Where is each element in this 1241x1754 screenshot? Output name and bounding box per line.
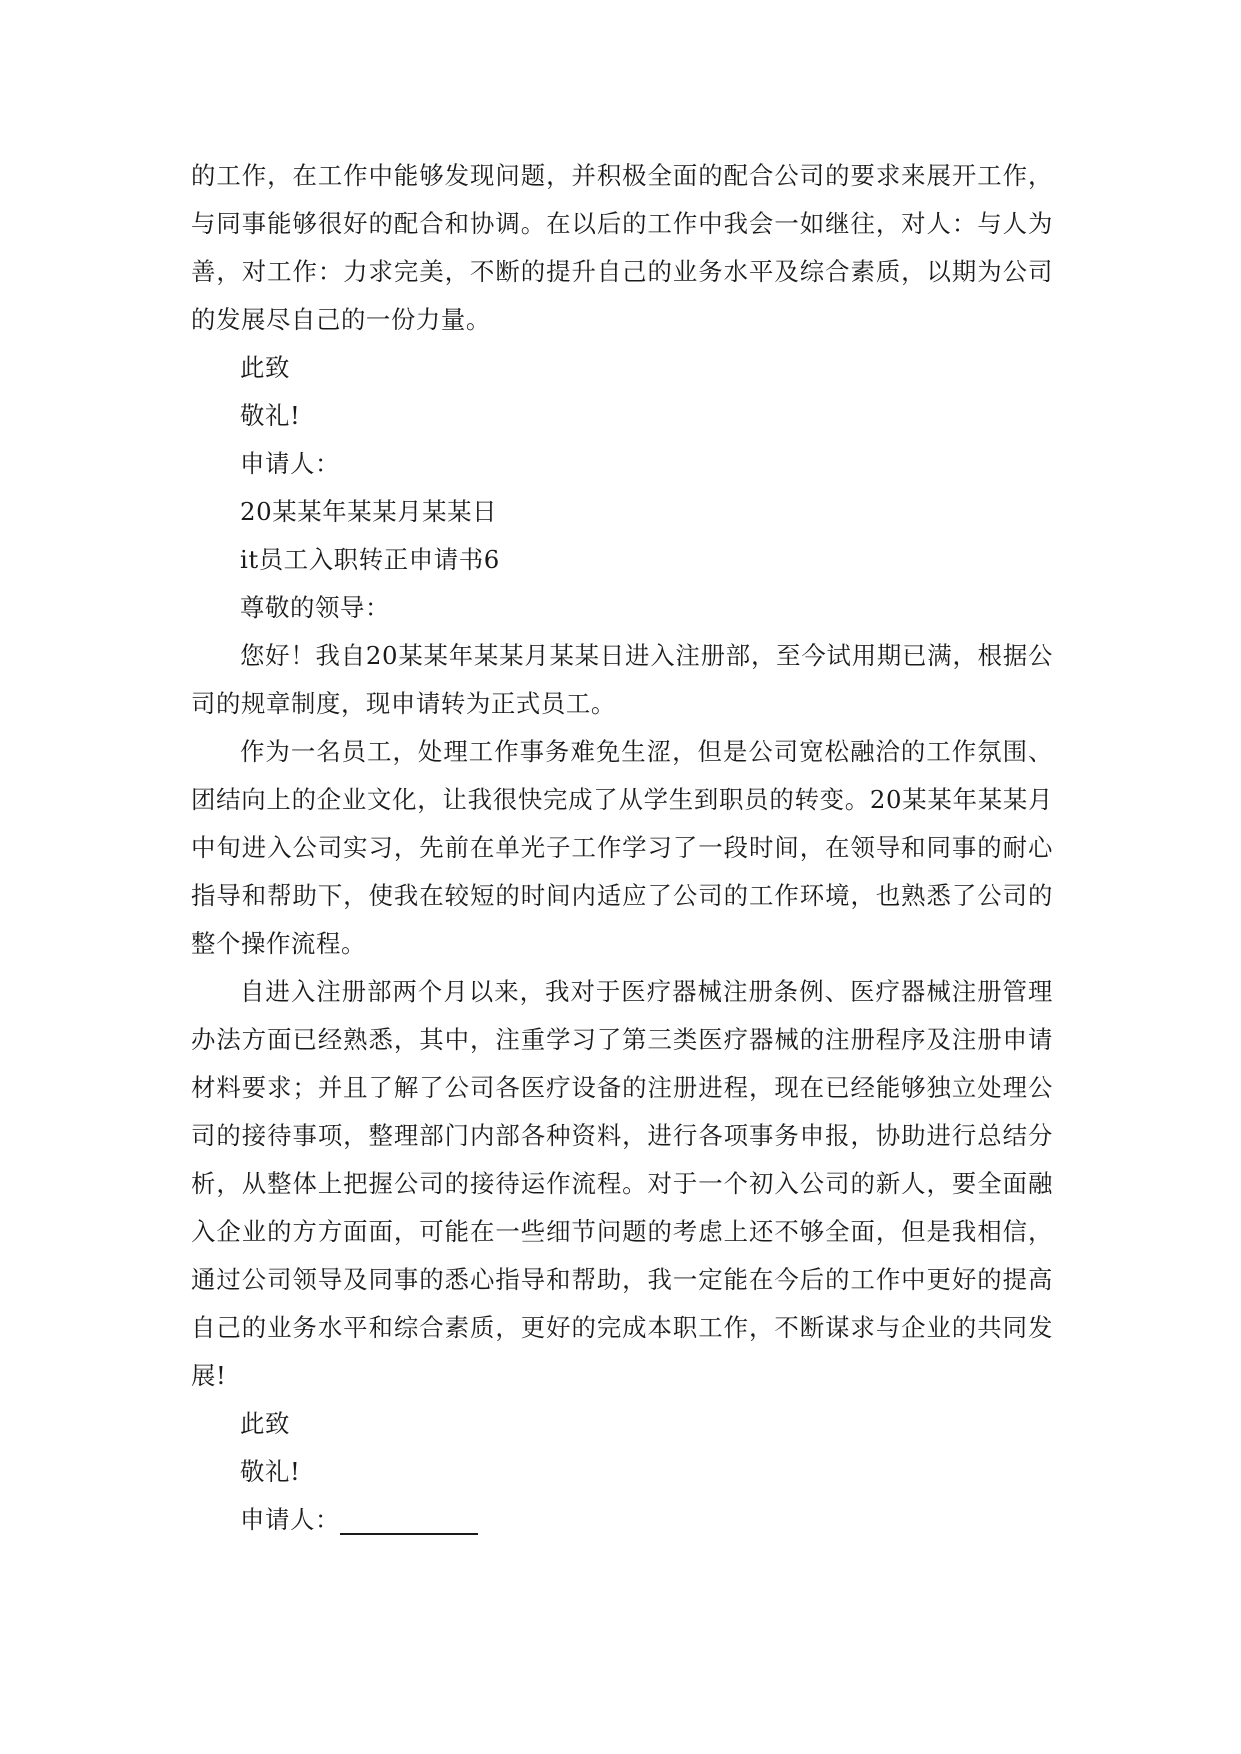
closing-salutation: 此致 [240,1409,290,1438]
greeting: 尊敬的领导： [240,593,390,622]
body-paragraph: 作为一名员工，处理工作事务难免生涩，但是公司宽松融洽的工作氛围、团结向上的企业文化，让我很快完成了从学生到职员的转变。20某某年某某月中旬进入公司实习，先前在单光子工作学习了一段时间，在领导和同事的耐心指导和帮助下，使我在较短的时间内适应了公司的工作环境，也熟悉了公司的整个操作流程。 [191,737,1053,958]
body-paragraph: 自进入注册部两个月以来，我对于医疗器械注册条例、医疗器械注册管理办法方面已经熟悉，其中，注重学习了第三类医疗器械的注册程序及注册申请材料要求；并且了解了公司各医疗设备的注册进程，现在已经能够独立处理公司的接待事项，整理部门内部各种资料，进行各项事务申报，协助进行总结分析，从整体上把握公司的接待运作流程。对于一个初入公司的新人，要全面融入企业的方方面面，可能在一些细节问题的考虑上还不够全面，但是我相信，通过公司领导及同事的悉心指导和帮助，我一定能在今后的工作中更好的提高自己的业务水平和综合素质，更好的完成本职工作，不断谋求与企业的共同发展! [191,977,1053,1390]
signature-line [191,1496,1053,1544]
applicant-label: 申请人： [240,449,340,478]
closing-respects: 敬礼! [240,401,301,430]
body-paragraph: 您好！我自20某某年某某月某某日进入注册部，至今试用期已满，根据公司的规章制度，现申请转为正式员工。 [191,641,1053,718]
closing-respects: 敬礼! [240,1457,301,1486]
body-paragraph: 的工作，在工作中能够发现问题，并积极全面的配合公司的要求来展开工作，与同事能够很好的配合和协调。在以后的工作中我会一如继往，对人：与人为善，对工作：力求完美，不断的提升自己的业务水平及综合素质，以期为公司的发展尽自己的一份力量。 [191,161,1053,334]
signature-label: 申请人： [240,1505,340,1534]
document-page [191,152,1053,1544]
date-line: 20某某年某某月某某日 [240,497,498,526]
signature-blank [340,1503,478,1535]
section-title: it员工入职转正申请书6 [240,545,500,574]
closing-salutation: 此致 [240,353,290,382]
